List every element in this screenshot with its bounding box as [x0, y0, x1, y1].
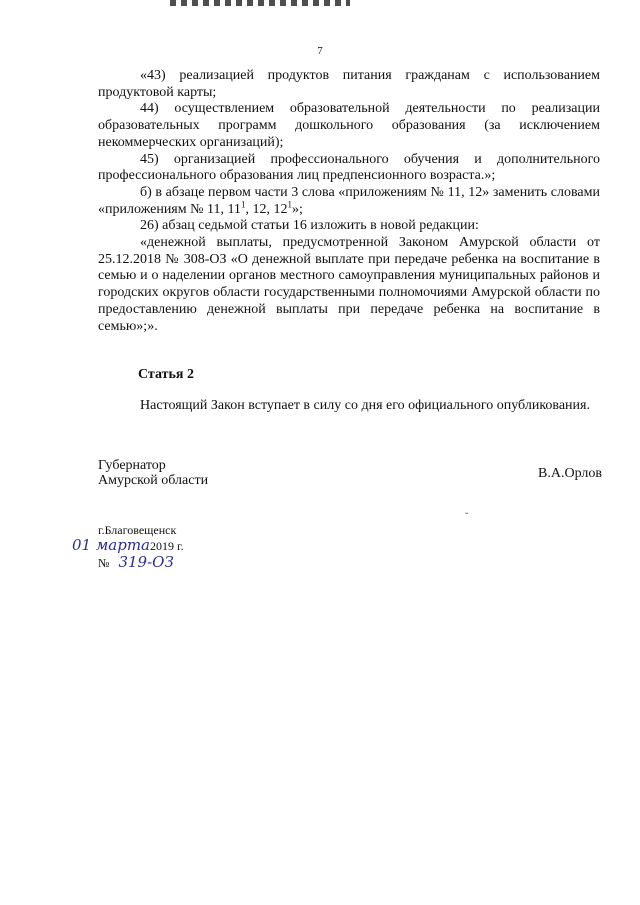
governor-name: В.А.Орлов [538, 466, 602, 481]
item-b-text: »; [291, 201, 303, 217]
number-prefix: № [98, 556, 110, 570]
law-number [98, 553, 174, 571]
superscript: 1 [240, 198, 246, 209]
scan-speck: ˇ [465, 512, 469, 523]
handwritten-date: 01 марта [72, 536, 151, 554]
item-45: 45) организацией профессионального обучения и дополнительного профессионального образования лиц предпенсионного возраста.»; [98, 151, 600, 184]
date-year: 2019 г. [150, 539, 184, 553]
item-b-text: б) в абзаце первом части 3 слова «приложениям № 11, 12» заменить словами «приложениям № 11, 11 [98, 184, 600, 217]
scan-artifact [170, 0, 350, 6]
item-26: 26) абзац седьмой статьи 16 изложить в новой редакции: [140, 218, 479, 234]
handwritten-number: 319-ОЗ [118, 553, 174, 571]
item-b-text: , 12, 12 [245, 201, 288, 217]
governor-title-line: Губернатор [98, 458, 166, 473]
page-number: 7 [317, 45, 323, 57]
place-of-signing: г.Благовещенск [98, 523, 177, 537]
amendments-text [98, 68, 600, 335]
new-wording-quote: «денежной выплаты, предусмотренной Законом Амурской области от 25.12.2018 № 308-ОЗ «О денежной выплате при передаче ребенка на воспитание в семью и о наделении органов местного самоуправления муниципальных районов и городских округов области государственными полномочиями Амурской области по предоставлению денежной выплаты при передаче ребенка на воспитание в семью»;». [98, 235, 600, 334]
item-43: «43) реализацией продуктов питания гражданам с использованием продуктовой карты; [98, 68, 600, 100]
signing-date [72, 536, 184, 554]
superscript: 1 [287, 198, 292, 209]
enactment-clause: Настоящий Закон вступает в силу со дня его официального опубликования. [140, 398, 590, 413]
article-heading: Статья 2 [138, 367, 194, 382]
item-44: 44) осуществлением образовательной деятельности по реализации образовательных программ дошкольного образования (за исключением некоммерческих организаций); [98, 101, 600, 150]
governor-title [98, 458, 208, 488]
item-b [98, 185, 600, 218]
governor-title-line: Амурской области [98, 473, 209, 488]
